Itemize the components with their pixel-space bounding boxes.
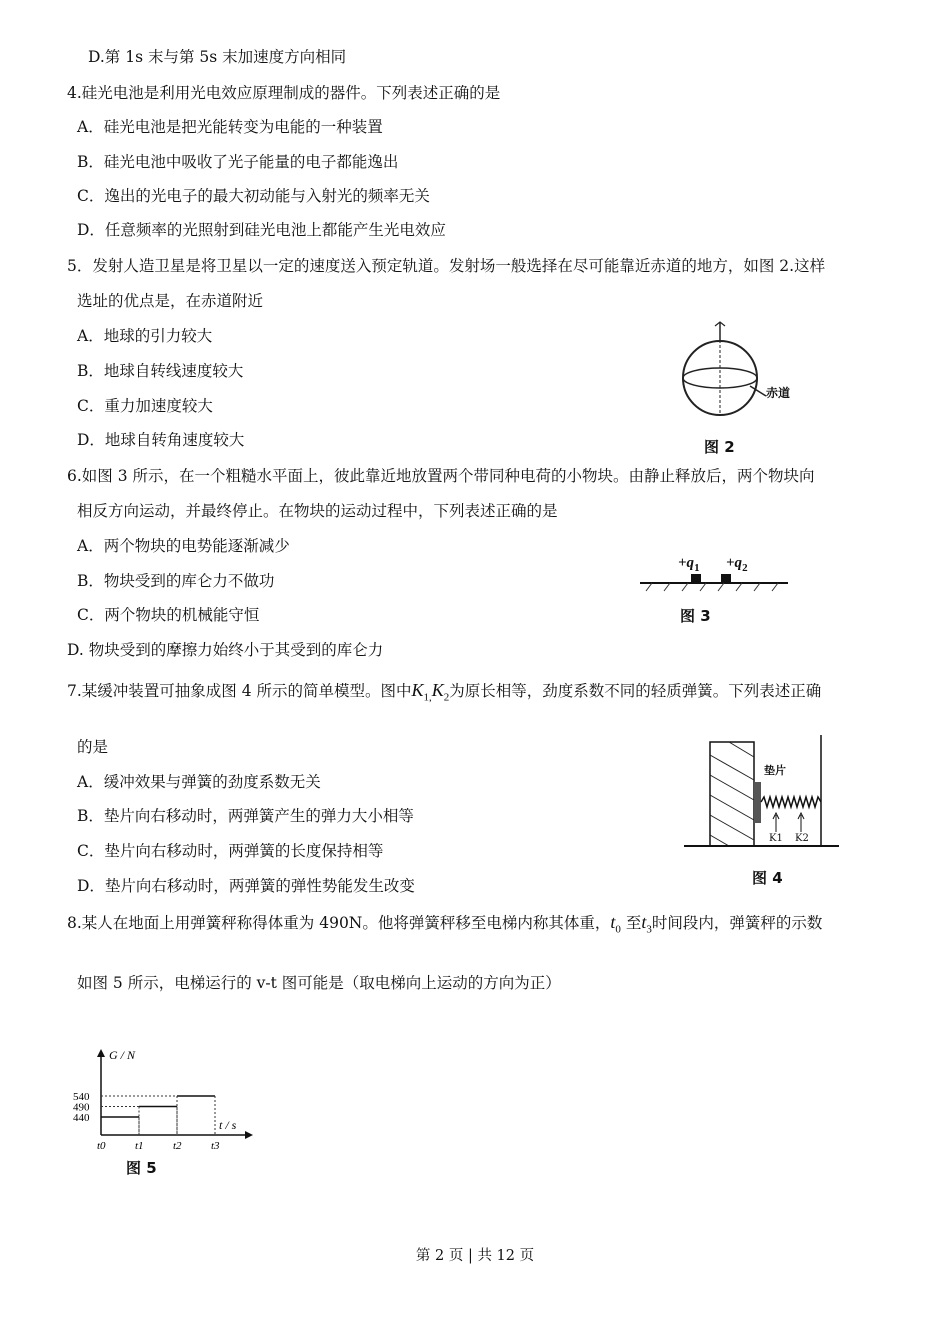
q8-stem-line1: 8.某人在地面上用弹簧秤称得体重为 490N。他将弹簧秤移至电梯内称其体重，$t_0$ 至$t_3$时间段内，弹簧秤的示数 <box>67 912 823 936</box>
q7-stem-line1: 7.某缓冲装置可抽象成图 4 所示的简单模型。图中$K_{1,}K_2$为原长相等，劲度系数不同的轻质弹簧。下列表述正确 <box>67 680 822 704</box>
q6-stem-line2: 相反方向运动，并最终停止。在物块的运动过程中，下列表述正确的是 <box>77 502 558 520</box>
figure-3-caption: 图 3 <box>680 607 711 625</box>
q5-option-a: A．地球的引力较大 <box>77 327 213 345</box>
figure-2-earth <box>670 318 810 458</box>
figure-4-buffer <box>684 735 844 890</box>
charge-q2-label: $+q_2$ <box>726 555 748 574</box>
q7-option-c: C．垫片向右移动时，两弹簧的长度保持相等 <box>77 842 384 860</box>
x-tick-label: t3 <box>211 1140 220 1152</box>
q6-stem-line1: 6.如图 3 所示，在一个粗糙水平面上，彼此靠近地放置两个带同种电荷的小物块。由静止释放后，两个物块向 <box>67 467 815 485</box>
q6-option-a: A．两个物块的电势能逐渐减少 <box>77 537 290 555</box>
q6-option-b: B．物块受到的库仑力不做功 <box>77 572 275 590</box>
y-axis-label: G / N <box>109 1048 136 1062</box>
x-tick-label: t0 <box>97 1140 106 1152</box>
x-axis-arrow <box>245 1131 253 1139</box>
charge-q1-label: $+q_1$ <box>678 555 700 574</box>
y-axis-arrow <box>97 1049 105 1057</box>
x-tick-label: t1 <box>135 1140 144 1152</box>
q7-option-a: A．缓冲效果与弹簧的劲度系数无关 <box>77 773 321 791</box>
q5-stem-line1: 5．发射人造卫星是将卫星以一定的速度送入预定轨道。发射场一般选择在尽可能靠近赤道的地方，如图 2.这样 <box>67 257 826 275</box>
q8-stem-line2: 如图 5 所示，电梯运行的 v-t 图可能是（取电梯向上运动的方向为正） <box>77 974 561 992</box>
q4-option-b: B．硅光电池中吸收了光子能量的电子都能逸出 <box>77 153 399 171</box>
q7-option-b: B．垫片向右移动时，两弹簧产生的弹力大小相等 <box>77 807 414 825</box>
q3-option-d: D.第 1s 末与第 5s 末加速度方向相同 <box>88 48 347 66</box>
q7-stem-line2: 的是 <box>77 738 109 756</box>
q4-option-d: D．任意频率的光照射到硅光电池上都能产生光电效应 <box>77 221 446 239</box>
q4-option-c: C．逸出的光电子的最大初动能与入射光的频率无关 <box>77 187 430 205</box>
figure-4-caption: 图 4 <box>752 869 783 887</box>
q4-option-a: A．硅光电池是把光能转变为电能的一种装置 <box>77 118 383 136</box>
x-axis-label: t / s <box>219 1118 237 1132</box>
figure-3-charges <box>638 555 798 630</box>
figure-5-caption: 图 5 <box>126 1159 157 1177</box>
buffer-diagram <box>684 735 844 860</box>
ground-with-blocks <box>638 569 798 609</box>
figure-2-caption: 图 2 <box>704 438 735 456</box>
page-footer: 第 2 页 | 共 12 页 <box>415 1248 535 1264</box>
q5-stem-line2: 选址的优点是，在赤道附近 <box>77 292 264 310</box>
q5-option-b: B．地球自转线速度较大 <box>77 362 244 380</box>
q6-option-c: C．两个物块的机械能守恒 <box>77 606 260 624</box>
q5-option-c: C．重力加速度较大 <box>77 397 213 415</box>
y-tick-label: 440 <box>73 1112 90 1124</box>
g-t-chart <box>66 1045 256 1155</box>
k1-label: K1 <box>769 833 783 844</box>
y-tick-label: 490 <box>73 1101 90 1114</box>
figure-5-chart <box>66 1045 256 1180</box>
y-tick-label: 540 <box>73 1091 90 1103</box>
k2-label: K2 <box>795 833 809 844</box>
earth-diagram <box>670 318 810 433</box>
pad-label: 垫片 <box>764 764 786 777</box>
equator-label: 赤道 <box>766 386 791 400</box>
x-tick-label: t2 <box>173 1140 182 1152</box>
q4-stem: 4.硅光电池是利用光电效应原理制成的器件。下列表述正确的是 <box>67 84 501 102</box>
k1-k2-symbols: $K_{1,}K_2$ <box>411 680 450 704</box>
q6-option-d: D. 物块受到的摩擦力始终小于其受到的库仑力 <box>67 641 384 659</box>
q7-option-d: D．垫片向右移动时，两弹簧的弹性势能发生改变 <box>77 877 415 895</box>
q5-option-d: D．地球自转角速度较大 <box>77 431 245 449</box>
